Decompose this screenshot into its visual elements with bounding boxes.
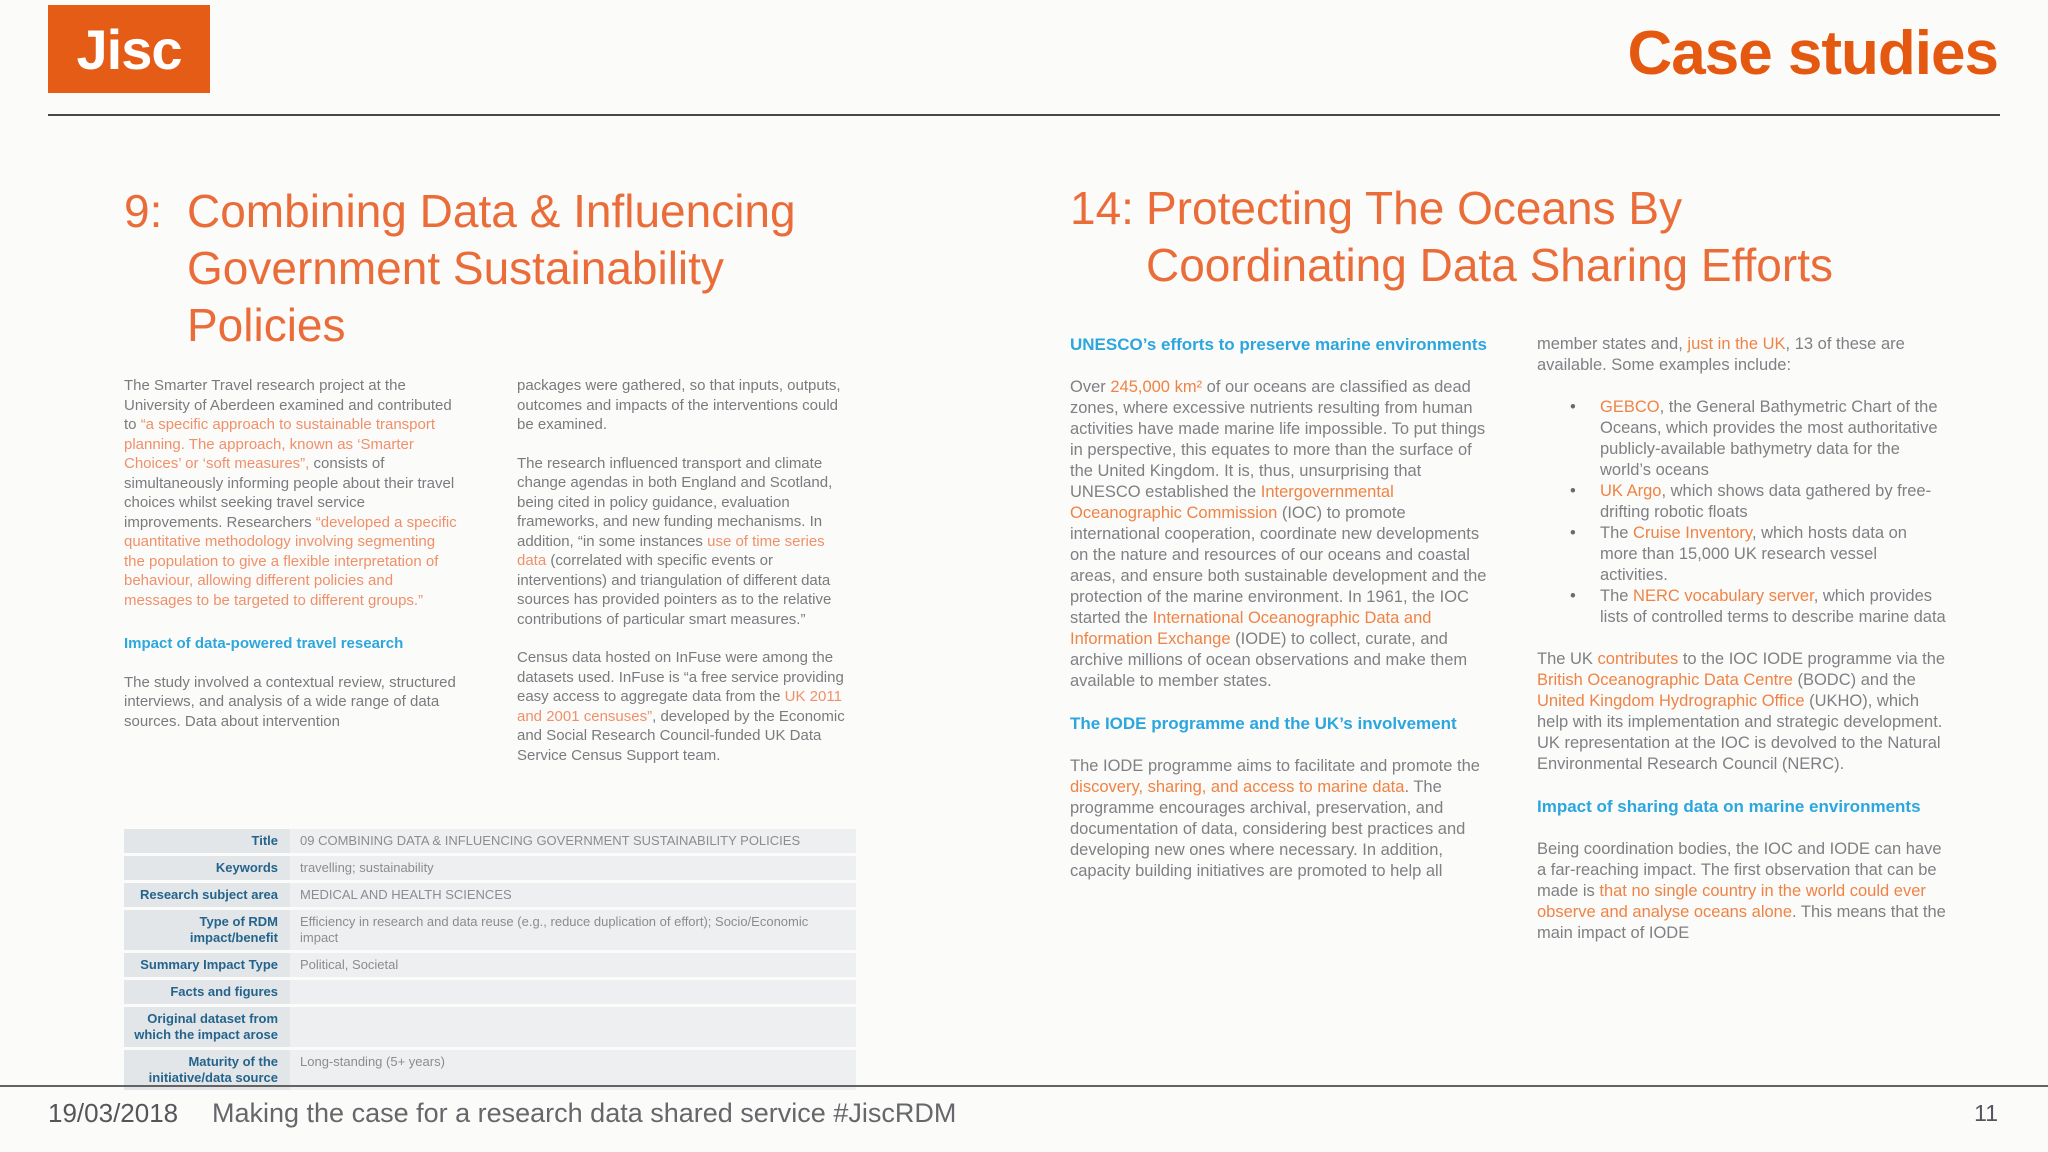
table-row-label: Research subject area — [124, 883, 290, 907]
title-line: Protecting The Oceans By — [1146, 182, 1683, 234]
paragraph — [1070, 756, 1495, 882]
case-study-14-title — [1070, 180, 1950, 294]
text-segment: , 13 of these are available. Some examples include: — [1537, 335, 1905, 374]
text-segment: packages were gathered, so that inputs, outputs, outcomes and impacts of the interventions could be examined. — [517, 377, 841, 433]
text-segment: use of time series data — [517, 532, 825, 569]
footer-caption: Making the case for a research data shared service #JiscRDM — [212, 1098, 957, 1128]
text-segment: (IODE) to collect, curate, and archive millions of ocean observations and make them available to member states. — [1070, 630, 1468, 690]
text-segment: The — [1600, 587, 1634, 605]
table-row-value — [290, 980, 856, 1004]
case-study-9-column-1 — [124, 376, 457, 784]
text-segment: The — [1600, 524, 1634, 542]
table-row-value: Political, Societal — [290, 953, 856, 977]
text-segment: discovery, sharing, and access to marine data — [1070, 778, 1405, 796]
table-row — [124, 953, 856, 977]
title-line: Government Sustainability — [187, 242, 724, 294]
case-study-14-column-2 — [1537, 334, 1949, 965]
header-divider — [48, 114, 2000, 116]
table-row — [124, 883, 856, 907]
table-row-value: Long-standing (5+ years) — [290, 1050, 856, 1090]
text-segment: , which hosts data on more than 15,000 UK research vessel activities. — [1600, 524, 1907, 584]
text-segment: International Oceanographic Data and Information Exchange — [1070, 609, 1432, 648]
case-study-14 — [1070, 180, 1950, 1062]
case-study-title-text — [1146, 180, 1946, 294]
table-row — [124, 856, 856, 880]
case-study-14-body — [1070, 334, 1950, 965]
text-segment: “a specific approach to sustainable transport planning. The approach, known as ‘Smarter Choices’ or ‘soft measures”, — [124, 416, 436, 472]
text-segment: NERC vocabulary server — [1633, 587, 1814, 605]
text-segment: The UK — [1537, 650, 1598, 668]
text-segment: . This means that the main impact of IODE — [1537, 903, 1946, 942]
text-segment: The IODE programme aims to facilitate and promote the — [1070, 757, 1480, 775]
case-study-14-column-1 — [1070, 334, 1495, 965]
case-study-9-column-2 — [517, 376, 850, 784]
section-heading: UNESCO’s efforts to preserve marine environments — [1070, 335, 1487, 354]
text-segment: 245,000 km² — [1110, 378, 1207, 396]
list-item — [1537, 523, 1949, 586]
table-row — [124, 980, 856, 1004]
paragraph — [1537, 334, 1949, 376]
table-row-value — [290, 1007, 856, 1047]
list-item — [1537, 481, 1949, 523]
text-segment: British Oceanographic Data Centre — [1537, 671, 1798, 689]
text-segment: GEBCO — [1600, 398, 1660, 416]
text-segment: that no single country in the world could ever observe and analyse oceans alone — [1537, 882, 1926, 921]
examples-list — [1537, 397, 1949, 628]
table-row-value: Efficiency in research and data reuse (e.g., reduce duplication of effort); Socio/Economic impact — [290, 910, 856, 950]
text-segment: to the IOC IODE programme via the — [1682, 650, 1946, 668]
list-item — [1537, 586, 1949, 628]
text-segment: , which shows data gathered by free-drifting robotic floats — [1600, 482, 1932, 521]
text-segment: Cruise Inventory — [1633, 524, 1752, 542]
table-row-label: Maturity of the initiative/data source — [124, 1050, 290, 1090]
case-study-number: 9: — [124, 185, 163, 237]
table-row-value: travelling; sustainability — [290, 856, 856, 880]
table-row — [124, 1007, 856, 1047]
paragraph — [124, 673, 457, 732]
paragraph — [1537, 649, 1949, 775]
list-item — [1537, 397, 1949, 481]
section-heading: Impact of sharing data on marine environments — [1537, 797, 1921, 816]
text-segment: (correlated with specific events or interventions) and triangulation of different data sources has provided pointers as to the relative contributions of particular smart measures.” — [517, 552, 832, 628]
text-segment: Census data hosted on InFuse were among the datasets used. InFuse is “a free service providing easy access to aggregate data from the — [517, 649, 844, 705]
text-segment: member states and, — [1537, 335, 1688, 353]
paragraph — [517, 376, 850, 435]
text-segment: Intergovernmental Oceanographic Commission — [1070, 483, 1394, 522]
table-row-label: Summary Impact Type — [124, 953, 290, 977]
text-segment: UK 2011 and 2001 censuses” — [517, 688, 842, 725]
table-row-label: Original dataset from which the impact arose — [124, 1007, 290, 1047]
paragraph — [1070, 377, 1495, 692]
text-segment: , developed by the Economic and Social Research Council-funded UK Data Service Census Support team. — [517, 707, 845, 764]
text-segment: contributes — [1597, 650, 1683, 668]
table-row-label: Type of RDM impact/benefit — [124, 910, 290, 950]
text-segment: The study involved a contextual review, structured interviews, and analysis of a wide range of data sources. Data about intervention — [124, 673, 456, 730]
title-line: Coordinating Data Sharing Efforts — [1146, 239, 1833, 291]
metadata-table-body — [124, 829, 856, 1090]
paragraph — [124, 376, 457, 610]
case-study-number: 14: — [1070, 182, 1134, 234]
footer-divider — [0, 1085, 2048, 1087]
section-heading: Impact of data-powered travel research — [124, 635, 404, 652]
text-segment: Over — [1070, 378, 1111, 396]
section-heading: The IODE programme and the UK’s involvement — [1070, 714, 1457, 733]
table-row — [124, 829, 856, 853]
table-row-label: Keywords — [124, 856, 290, 880]
table-row-value: MEDICAL AND HEALTH SCIENCES — [290, 883, 856, 907]
table-row — [124, 910, 856, 950]
jisc-logo-text: Jisc — [76, 17, 182, 81]
text-segment: The Smarter Travel research project at the University of Aberdeen examined and contributed to — [124, 377, 452, 433]
text-segment: consists of simultaneously informing people about their travel choices whilst seeking travel service improvements. Researchers — [124, 455, 455, 531]
paragraph — [517, 648, 850, 765]
title-line: Combining Data & Influencing — [187, 185, 796, 237]
jisc-logo — [48, 5, 210, 93]
text-segment: The research influenced transport and climate change agendas in both England and Scotland, being cited in policy guidance, evaluation frameworks, and new funding mechanisms. In addition, “in some instances — [517, 454, 833, 550]
table-row-label: Title — [124, 829, 290, 853]
text-segment: , the General Bathymetric Chart of the Oceans, which provides the most authoritative publicly-available bathymetry data for the world’s oceans — [1600, 398, 1938, 479]
text-segment: (UKHO), which help with its implementation and strategic development. UK representation at the IOC is devolved to the Natural Environmental Research Council (NERC). — [1537, 692, 1943, 773]
table-row-label: Facts and figures — [124, 980, 290, 1004]
text-segment: UK Argo — [1600, 482, 1662, 500]
table-row — [124, 1050, 856, 1090]
case-study-9-title — [124, 183, 864, 354]
page-number: 11 — [1974, 1100, 1998, 1126]
paragraph — [1537, 839, 1949, 944]
text-segment: (BODC) and the — [1797, 671, 1916, 689]
text-segment: just in the UK — [1687, 335, 1786, 353]
text-segment: Being coordination bodies, the IOC and IODE can have a far-reaching impact. The first observation that can be made is — [1537, 840, 1942, 900]
page-title: Case studies — [1627, 19, 1998, 88]
metadata-table — [124, 826, 856, 1093]
text-segment: (IOC) to promote international cooperation, coordinate new developments on the nature and resources of our oceans and coastal areas, and ensure both sustainable development and the protection of the marine environment. In 1961, the IOC started the — [1070, 504, 1487, 627]
title-line: Policies — [187, 299, 346, 351]
text-segment: of our oceans are classified as dead zones, where excessive nutrients resulting from human activities have made marine life impossible. To put things in perspective, this equates to more than the surface of the United Kingdom. It is, thus, unsurprising that UNESCO established the — [1070, 378, 1486, 501]
text-segment: , which provides lists of controlled terms to describe marine data — [1600, 587, 1946, 626]
case-study-9 — [124, 183, 864, 1093]
case-study-title-text — [187, 183, 837, 354]
paragraph — [517, 454, 850, 630]
text-segment: . The programme encourages archival, preservation, and documentation of data, considering best practices and developing new ones where necessary. In addition, capacity building initiatives are promoted to help all — [1070, 778, 1466, 880]
text-segment: “developed a specific quantitative methodology involving segmenting the population to give a flexible interpretation of behaviour, allowing different policies and messages to be targeted to different groups.” — [124, 513, 457, 609]
case-study-9-body — [124, 376, 864, 784]
table-row-value: 09 COMBINING DATA & INFLUENCING GOVERNMENT SUSTAINABILITY POLICIES — [290, 829, 856, 853]
text-segment: United Kingdom Hydrographic Office — [1537, 692, 1810, 710]
slide-date: 19/03/2018 — [48, 1098, 179, 1128]
